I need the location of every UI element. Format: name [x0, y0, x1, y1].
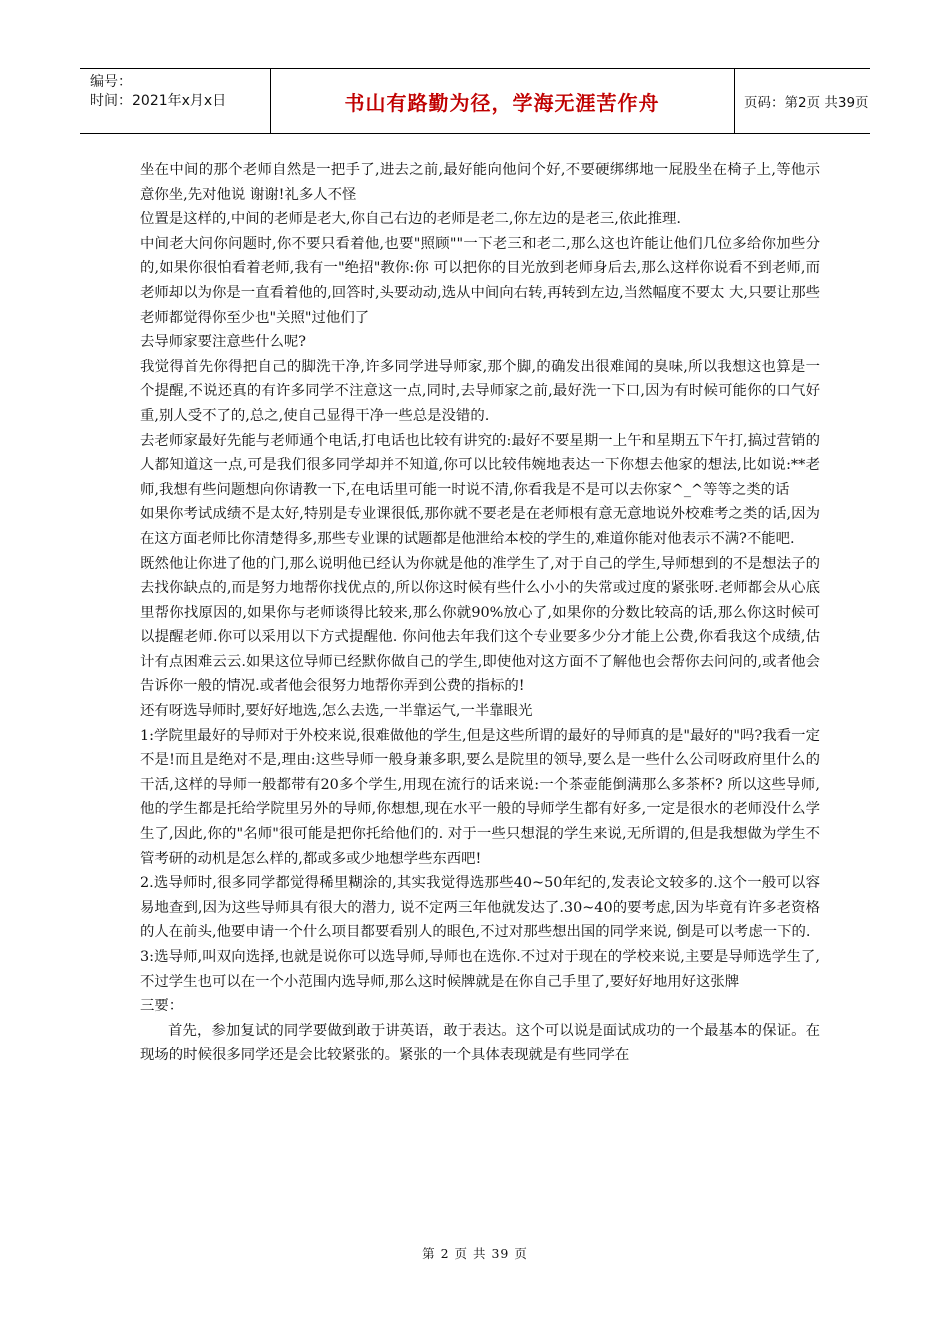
header-page-number: 页码：第2页 共39页: [744, 95, 869, 111]
page-header: [80, 68, 870, 134]
header-divider-left: [270, 69, 271, 133]
paragraph: 既然他让你进了他的门,那么说明他已经认为你就是他的准学生了,对于自己的学生,导师想到的不是想法子的去找你缺点的,而是努力地帮你找优点的,所以你这时候有些什么小小的失常或过度的紧张呀.老师都会从心底里帮你找原因的,如果你与老师谈得比较来,那么你就90%放心了,如果你的分数比较高的话,那么你这时候可以提醒老师.你可以采用以下方式提醒他. 你问他去年我们这个专业要多少分才能上公费,你看我这个成绩,估计有点困难云云.如果这位导师已经默你做自己的学生,即使他对这方面不了解他也会帮你去问问的,或者他会告诉你一般的情况.或者他会很努力地帮你弄到公费的指标的!: [140, 555, 820, 695]
header-motto: 书山有路勤为径，学海无涯苦作舟: [344, 90, 660, 115]
paragraph: 还有呀选导师时,要好好地选,怎么去选,一半靠运气,一半靠眼光: [140, 703, 533, 720]
paragraph: 去老师家最好先能与老师通个电话,打电话也比较有讲究的:最好不要星期一上午和星期五下午打,搞过营销的人都知道这一点,可是我们很多同学却并不知道,你可以比较伟婉地表达一下你想去他家的想法,比如说:**老师,我想有些问题想向你请教一下,在电话里可能一时说不清,你看我是不是可以去你家^_^等等之类的话: [140, 432, 820, 498]
paragraph: 我觉得首先你得把自己的脚洗干净,许多同学进导师家,那个脚,的确发出很难闻的臭味,所以我想这也算是一个提醒,不说还真的有许多同学不注意这一点,同时,去导师家之前,最好洗一下口,因为有时候可能你的口气好重,别人受不了的,总之,使自己显得干净一些总是没错的.: [140, 358, 820, 424]
header-divider-right: [734, 69, 735, 133]
time-label: 时间：2021年x月x日: [90, 93, 227, 109]
paragraph: 2.选导师时,很多同学都觉得稀里糊涂的,其实我觉得选那些40~50年纪的,发表论文较多的.这个一般可以容易地查到,因为这些导师具有很大的潜力, 说不定两三年他就发达了.30~40的要考虑,因为毕竟有许多老资格的人在前头,他要申请一个什么项目都要看别人的眼色,不过对那些想出国的同学来说, 倒是可以考虑一下的.: [140, 875, 820, 941]
paragraph: 中间老大问你问题时,你不要只看着他,也要"照顾""一下老三和老二,那么这也许能让他们几位多给你加些分的,如果你很怕看着老师,我有一"绝招"教你:你 可以把你的目光放到老师身后去,那么这样你说看不到老师,而老师却以为你是一直看着他的,回答时,头要动动,选从中间向右转,再转到左边,当然幅度不要太 大,只要让那些老师都觉得你至少也"关照"过他们了: [140, 235, 820, 326]
paragraph: 1:学院里最好的导师对于外校来说,很难做他的学生,但是这些所谓的最好的导师真的是"最好的"吗?我看一定不是!而且是绝对不是,理由:这些导师一般身兼多职,要么是院里的领导,要么是一些什么公司呀政府里什么的干活,这样的导师一般都带有20多个学生,用现在流行的话来说:一个茶壶能倒满那么多茶杯? 所以这些导师,他的学生都是托给学院里另外的导师,你想想,现在水平一般的导师学生都有好多,一定是很水的老师没什么学生了,因此,你的"名师"很可能是把你托给他们的. 对于一些只想混的学生来说,无所谓的,但是我想做为学生不管考研的动机是怎么样的,都或多或少地想学些东西吧!: [140, 727, 820, 867]
section-heading: 三要：: [140, 998, 184, 1015]
paragraph: 坐在中间的那个老师自然是一把手了,进去之前,最好能向他问个好,不要硬绑绑地一屁股坐在椅子上,等他示意你坐,先对他说 谢谢!礼多人不怪: [140, 162, 820, 203]
paragraph: 位置是这样的,中间的老师是老大,你自己右边的老师是老二,你左边的是老三,依此推理.: [140, 211, 681, 228]
page-footer: 第 2 页 共 39 页: [422, 1246, 528, 1261]
header-meta: [90, 73, 270, 111]
paragraph: 首先，参加复试的同学要做到敢于讲英语，敢于表达。这个可以说是面试成功的一个最基本的保证。在现场的时候很多同学还是会比较紧张的。紧张的一个具体表现就是有些同学在: [140, 1022, 820, 1064]
paragraph: 3:选导师,叫双向选择,也就是说你可以选导师,导师也在选你.不过对于现在的学校来说,主要是导师选学生了,不过学生也可以在一个小范围内选导师,那么这时候牌就是在你自己手里了,要好好地用好这张牌: [140, 949, 820, 990]
paragraph: 去导师家要注意些什么呢?: [140, 334, 307, 351]
paragraph: 如果你考试成绩不是太好,特别是专业课很低,那你就不要老是在老师根有意无意地说外校难考之类的话,因为在这方面老师比你清楚得多,那些专业课的试题都是他泄给本校的学生的,难道你能对他表示不满?不能吧.: [140, 506, 820, 547]
serial-number-label: 编号：: [90, 74, 132, 90]
document-body: [140, 158, 820, 1068]
